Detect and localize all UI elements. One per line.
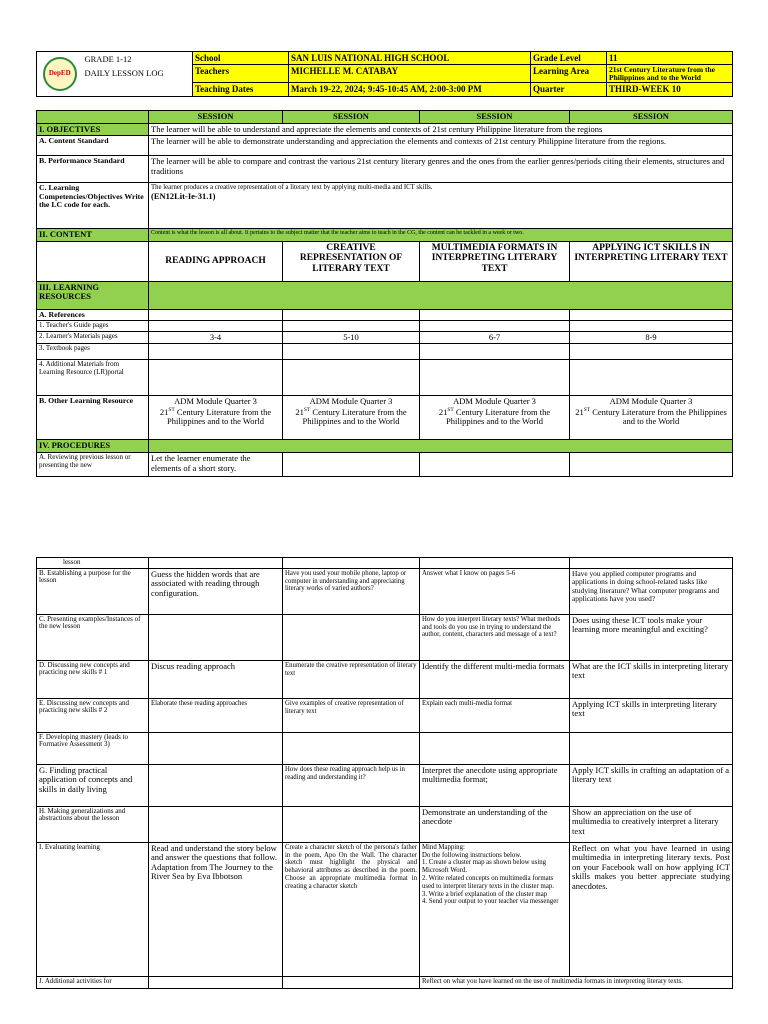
tg-s4 <box>570 321 733 332</box>
proc-c-s4: Does using these ICT tools make your learning more meaningful and exciting? <box>570 614 733 660</box>
proc-g-s3: Interpret the anecdote using appropriate multimedia format; <box>420 764 570 806</box>
proc-e-s3: Explain each multi-media format <box>420 698 570 732</box>
proc-a-cont-s1 <box>149 558 283 569</box>
grade-level-value: 11 <box>607 52 733 65</box>
lesson-table <box>36 110 733 477</box>
other-resources-4 <box>570 396 733 440</box>
proc-a-label-cont: lesson <box>37 558 149 569</box>
tg-s2 <box>283 321 420 332</box>
competencies-text: The learner produces a creative representation of a literary text by applying multi-media and ICT skills. <box>151 184 433 192</box>
session-header-2: SESSION <box>283 111 420 124</box>
proc-c-s2 <box>283 614 420 660</box>
proc-f-s2 <box>283 732 420 764</box>
proc-j-text: Reflect on what you have learned on the use of multimedia formats in interpreting literary texts. <box>420 976 733 988</box>
additional-s2 <box>283 360 420 396</box>
objectives-text: The learner will be able to understand and appreciate the elements and contexts of 21st century Philippine literature from the regions <box>149 123 733 136</box>
other-resources-label: B. Other Learning Resource <box>37 396 149 440</box>
references-s4 <box>570 309 733 321</box>
grade-level-label: Grade Level <box>531 52 607 65</box>
content-topic-blank <box>37 241 149 281</box>
references-label: A. References <box>37 309 149 321</box>
references-s2 <box>283 309 420 321</box>
proc-f-s3 <box>420 732 570 764</box>
objectives-heading: I. OBJECTIVES <box>37 123 149 136</box>
proc-i-s3 <box>420 842 570 976</box>
other-line2: 21ST Century Literature from the Philippines and to the World <box>295 406 407 427</box>
content-topic-2: CREATIVE REPRESENTATION OF LITERARY TEXT <box>283 241 420 281</box>
content-note: Content is what the lesson is all about. It pertains to the subject matter that the teacher aims to teach in the CG, the content can be tackled in a week or two. <box>149 229 733 242</box>
quarter-value: THIRD-WEEK 10 <box>607 83 733 97</box>
procedures-heading-fill <box>149 440 733 453</box>
proc-a-label: A. Reviewing previous lesson or presenting the new <box>37 452 149 476</box>
content-topic-1: READING APPROACH <box>149 241 283 281</box>
proc-c-s1 <box>149 614 283 660</box>
proc-h-s3: Demonstrate an understanding of the anecdote <box>420 806 570 842</box>
content-topic-4: APPLYING ICT SKILLS IN INTERPRETING LITERARY TEXT <box>570 241 733 281</box>
tg-s1 <box>149 321 283 332</box>
proc-h-s4: Show an appreciation on the use of multimedia to creatively interpret a literary text <box>570 806 733 842</box>
lm-pages-2: 5-10 <box>283 331 420 344</box>
performance-standard-text: The learner will be able to compare and contrast the various 21st century literary genres and the ones from the earlier genres/periods citing their elements, structures and traditions <box>149 156 733 183</box>
proc-b-s4: Have you applied computer programs and applications in doing school-related tasks like studying literature? What computer programs and applications have you used? <box>570 568 733 614</box>
resources-heading: III. LEARNING RESOURCES <box>37 281 149 309</box>
teaching-dates-label: Teaching Dates <box>193 83 289 97</box>
additional-s4 <box>570 360 733 396</box>
mind-map-step-2: 2. Write related concepts on multimedia formats used to interpret literary texts in the cluster map. <box>422 874 554 890</box>
proc-h-s2 <box>283 806 420 842</box>
proc-d-s4: What are the ICT skills in interpreting literary text <box>570 660 733 698</box>
learning-area-value: 21st Century Literature from the Philippines and to the World <box>607 65 733 83</box>
proc-b-s1: Guess the hidden words that are associated with reading through configuration. <box>149 568 283 614</box>
lm-label: 2. Learner's Materials pages <box>37 331 149 344</box>
proc-i-s4: Reflect on what you have learned in using multimedia in interpreting literary texts. Post on your Facebook wall on how applying ICT skills makes you better appreciate studying anecdotes. <box>570 842 733 976</box>
session-corner <box>37 111 149 124</box>
proc-a-cont-s3 <box>420 558 570 569</box>
teachers-label: Teachers <box>193 65 289 83</box>
lm-pages-3: 6-7 <box>420 331 570 344</box>
proc-d-s1: Discus reading approach <box>149 660 283 698</box>
competencies-code: (EN12Lit-Ie-31.1) <box>151 190 216 201</box>
additional-s1 <box>149 360 283 396</box>
other-line1: ADM Module Quarter 3 <box>174 396 257 407</box>
proc-g-s1 <box>149 764 283 806</box>
proc-a-s1: Let the learner enumerate the elements of a short story. <box>149 452 283 476</box>
proc-d-label: D. Discussing new concepts and practicing new skills # 1 <box>37 660 149 698</box>
other-line2: 21ST Century Literature from the Philippines and to the World <box>159 406 272 427</box>
content-topic-3: MULTIMEDIA FORMATS IN INTERPRETING LITERARY TEXT <box>420 241 570 281</box>
lm-pages-4: 8-9 <box>570 331 733 344</box>
grade-range: GRADE 1-12 <box>84 54 132 64</box>
competencies-cell <box>149 183 733 229</box>
proc-f-label: F. Developing mastery (leads to Formative Assessment 3) <box>37 732 149 764</box>
proc-j-s2 <box>283 976 420 988</box>
content-heading: II. CONTENT <box>37 229 149 242</box>
other-line2: 21ST Century Literature from the Philippines and to the World <box>575 406 727 427</box>
header-table <box>36 51 733 97</box>
textbook-s3 <box>420 344 570 360</box>
lm-pages-1: 3-4 <box>149 331 283 344</box>
proc-a-s3 <box>420 452 570 476</box>
proc-h-label: H. Making generalizations and abstractions about the lesson <box>37 806 149 842</box>
mind-map-step-4: 4. Send your output to your teacher via messenger <box>422 898 559 906</box>
proc-e-s1: Elaborate these reading approaches <box>149 698 283 732</box>
proc-a-cont-s4 <box>570 558 733 569</box>
logo-cell <box>37 52 83 97</box>
session-header-4: SESSION <box>570 111 733 124</box>
proc-b-s3: Answer what I know on pages 5-6 <box>420 568 570 614</box>
textbook-s1 <box>149 344 283 360</box>
session-header-3: SESSION <box>420 111 570 124</box>
teaching-dates-value: March 19-22, 2024; 9:45-10:45 AM, 2:00-3:00 PM <box>289 83 531 97</box>
learning-area-label: Learning Area <box>531 65 607 83</box>
lesson-table-continued <box>36 557 733 989</box>
proc-a-s2 <box>283 452 420 476</box>
content-standard-label: A. Content Standard <box>37 136 149 156</box>
additional-s3 <box>420 360 570 396</box>
other-line1: ADM Module Quarter 3 <box>609 396 693 407</box>
proc-d-s2: Enumerate the creative representation of literary text <box>283 660 420 698</box>
proc-b-s2: Have you used your mobile phone, laptop or computer in understanding and appreciating literary works of varied authors? <box>283 568 420 614</box>
title-cell <box>83 52 193 97</box>
proc-j-label: J. Additional activities for <box>37 976 149 988</box>
school-label: School <box>193 52 289 65</box>
proc-c-label: C. Presenting examples/Instances of the new lesson <box>37 614 149 660</box>
proc-f-s1 <box>149 732 283 764</box>
proc-a-cont-s2 <box>283 558 420 569</box>
other-resources-2 <box>283 396 420 440</box>
textbook-s2 <box>283 344 420 360</box>
quarter-label: Quarter <box>531 83 607 97</box>
log-title: DAILY LESSON LOG <box>84 67 164 78</box>
proc-a-s4 <box>570 452 733 476</box>
session-header-1: SESSION <box>149 111 283 124</box>
proc-i-label: I. Evaluating learning <box>37 842 149 976</box>
other-line1: ADM Module Quarter 3 <box>453 396 536 407</box>
proc-i-s1: Read and understand the story below and answer the questions that follow. Adaptation from The Journey to the River Sea by Eva Ibbotson <box>149 842 283 976</box>
proc-g-s4: Apply ICT skills in crafting an adaptation of a literary text <box>570 764 733 806</box>
procedures-heading: IV. PROCEDURES <box>37 440 149 453</box>
proc-e-label: E. Discussing new concepts and practicing new skills # 2 <box>37 698 149 732</box>
proc-j-s1 <box>149 976 283 988</box>
proc-c-s3: How do you interpret literary texts? What methods and tools do you use in trying to understand the author, content, characters and message of a text? <box>420 614 570 660</box>
additional-label: 4. Additional Materials from Learning Resource (LR)portal <box>37 360 149 396</box>
proc-d-s3: Identify the different multi-media formats <box>420 660 570 698</box>
proc-e-s4: Applying ICT skills in interpreting literary text <box>570 698 733 732</box>
mind-map-title: Mind Mapping: <box>422 843 465 851</box>
teachers-value: MICHELLE M. CATABAY <box>289 65 531 83</box>
proc-i-s2: Create a character sketch of the persona's father in the poem, Apo On the Wall. The character sketch must highlight the physical and behavioral attributes as described in the poem. Choose an appropriate multimedia format in creating a character sketch <box>283 842 420 976</box>
proc-f-s4 <box>570 732 733 764</box>
mind-map-intro: Do the following instructions below. <box>422 851 522 859</box>
performance-standard-label: B. Performance Standard <box>37 156 149 183</box>
other-line1: ADM Module Quarter 3 <box>309 396 393 407</box>
lesson-table-page1 <box>36 110 732 477</box>
other-resources-3 <box>420 396 570 440</box>
references-s3 <box>420 309 570 321</box>
mind-map-step-3: 3. Write a brief explanation of the cluster map <box>422 890 548 898</box>
competencies-label: C. Learning Competencies/Objectives Write the LC code for each. <box>37 183 149 229</box>
proc-g-label: G. Finding practical application of concepts and skills in daily living <box>37 764 149 806</box>
proc-b-label: B. Establishing a purpose for the lesson <box>37 568 149 614</box>
references-s1 <box>149 309 283 321</box>
proc-h-s1 <box>149 806 283 842</box>
textbook-s4 <box>570 344 733 360</box>
tg-s3 <box>420 321 570 332</box>
other-line2: 21ST Century Literature from the Philippines and to the World <box>438 406 551 427</box>
proc-e-s2: Give examples of creative representation of literary text <box>283 698 420 732</box>
deped-logo: DepED <box>43 57 77 91</box>
mind-map-step-1: 1. Create a cluster map as shown below using Microsoft Word. <box>422 859 547 875</box>
header-block <box>36 51 732 97</box>
proc-g-s2: How does these reading approach help us in reading and understanding it? <box>283 764 420 806</box>
textbook-label: 3. Textbook pages <box>37 344 149 360</box>
content-standard-text: The learner will be able to demonstrate understanding and appreciation the elements and contexts of 21st century Philippine literature from the regions. <box>149 136 733 156</box>
other-resources-1 <box>149 396 283 440</box>
resources-heading-fill <box>149 281 733 309</box>
school-value: SAN LUIS NATIONAL HIGH SCHOOL <box>289 52 531 65</box>
tg-label: 1. Teacher's Guide pages <box>37 321 149 332</box>
lesson-table-page2 <box>36 557 732 989</box>
